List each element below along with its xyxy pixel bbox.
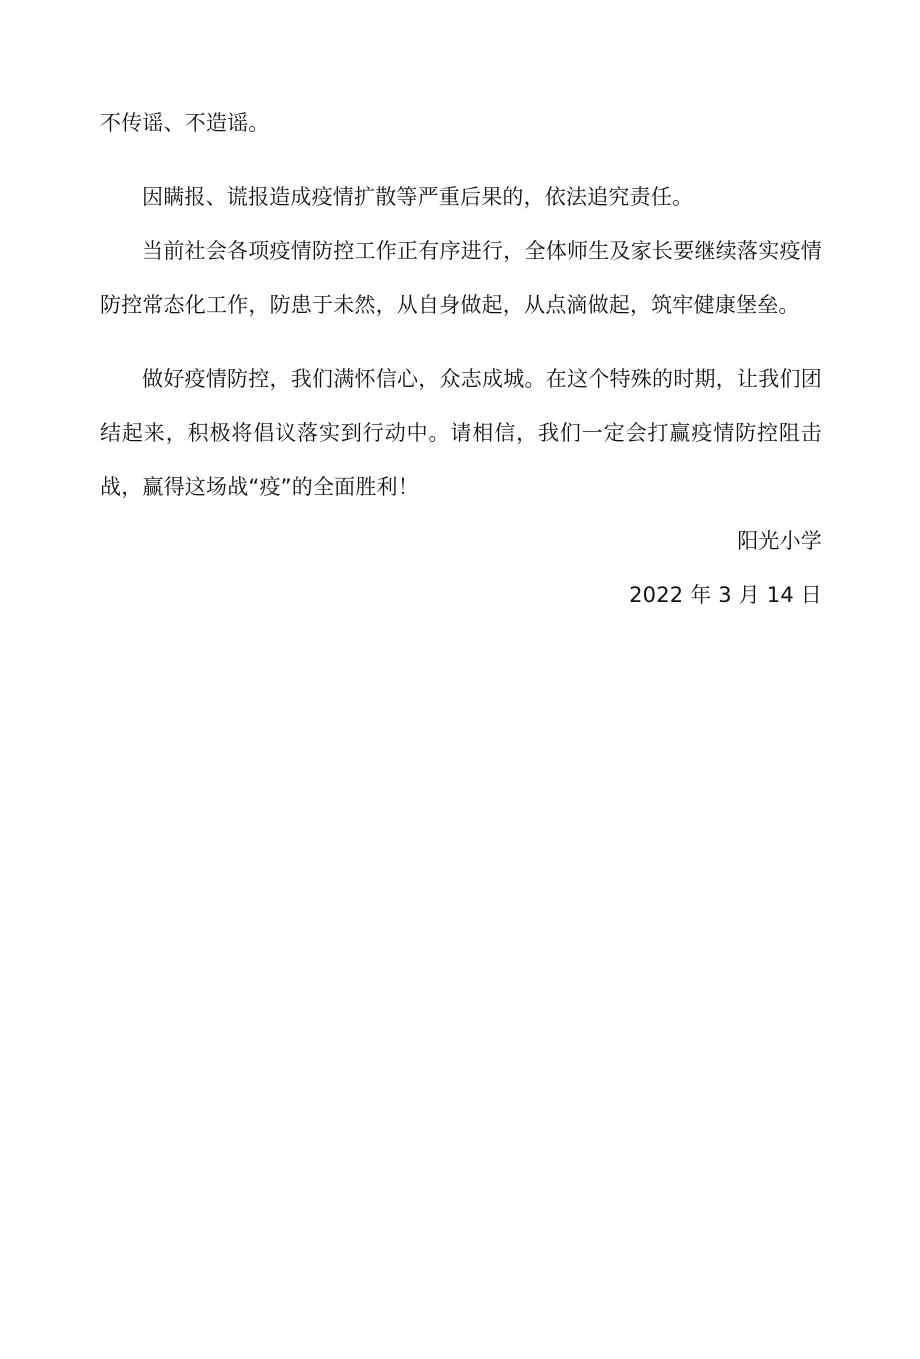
paragraph-accountability: 因瞒报、谎报造成疫情扩散等严重后果的，依法追究责任。 [142, 185, 694, 209]
paragraph-closing: 做好疫情防控，我们满怀信心，众志成城。在这个特殊的时期，让我们团结起来，积极将倡议落实到行动中。请相信，我们一定会打赢疫情防控阻击战，赢得这场战“疫”的全面胜利！ [100, 367, 822, 499]
signature-date: 2022 年 3 月 14 日 [629, 583, 822, 607]
signature-organization: 阳光小学 [737, 529, 822, 553]
paragraph-continuation: 不传谣、不造谣。 [100, 111, 270, 135]
paragraph-prevention: 当前社会各项疫情防控工作正有序进行，全体师生及家长要继续落实疫情防控常态化工作，防患于未然，从自身做起，从点滴做起，筑牢健康堡垒。 [100, 239, 822, 317]
document-body [100, 96, 822, 622]
